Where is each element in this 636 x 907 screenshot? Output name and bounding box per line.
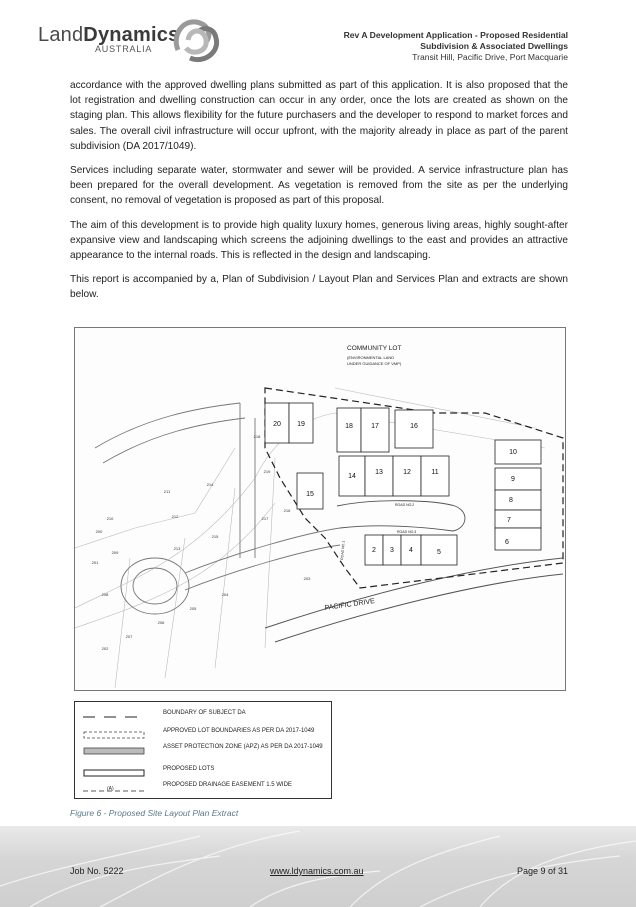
apz-symbol (83, 747, 145, 755)
existing-lot-number: 219 (263, 469, 271, 474)
road-label-pacific-drive: PACIFIC DRIVE (324, 598, 376, 612)
lot-number: 7 (507, 517, 511, 524)
existing-lot-number: 216 (283, 508, 291, 513)
existing-lot-number: 211 (163, 489, 171, 494)
lot-number: 2 (372, 547, 376, 554)
lot-number: 14 (348, 473, 356, 480)
lot-number: 12 (403, 469, 411, 476)
page-footer (0, 826, 636, 907)
company-logo-text: LandDynamics (38, 24, 180, 46)
community-lot-label: COMMUNITY LOT (347, 345, 402, 352)
community-lot-note: UNDER GUIDANCE OF VMP) (347, 361, 402, 366)
existing-lot-number: 204 (221, 592, 229, 597)
existing-lot-number: 212 (171, 514, 179, 519)
lot-number: 19 (297, 421, 305, 428)
company-logo-icon (168, 10, 226, 68)
lot-number: 5 (437, 549, 441, 556)
lot-number: 6 (505, 539, 509, 546)
paragraph: Services including separate water, stormwater and sewer will be provided. A service infrastructure plan has been prepared for the overall development. As vegetation is removed from the site as per the underlying consent, no removal of vegetation is proposed as part of this proposal. (70, 165, 568, 207)
lot-number: 8 (509, 497, 513, 504)
lot-number: 18 (345, 423, 353, 430)
legend-item: BOUNDARY OF SUBJECT DA (75, 710, 331, 724)
paragraph: The aim of this development is to provide high quality luxury homes, generous living areas, highly sought-after expansive view and landscaping which screens the adjoining dwellings to the east and provides an attractive appearance to the internal roads. This is reflected in the design and landscaping. (70, 219, 568, 262)
existing-lot-number: 207 (125, 634, 133, 639)
legend-item: ASSET PROTECTION ZONE (APZ) AS PER DA 2017-1049 (75, 744, 331, 758)
lot-number: 20 (273, 421, 281, 428)
page-number: Page 9 of 31 (516, 866, 568, 876)
existing-lot-number: 205 (189, 606, 197, 611)
site-layout-plan (74, 327, 566, 691)
dashed-boundary-symbol (83, 713, 145, 721)
existing-lot-number: 208 (101, 592, 109, 597)
proposed-lot-symbol (83, 769, 145, 777)
lot-number: 17 (371, 423, 379, 430)
job-number: Job No. 5222 (70, 866, 124, 876)
existing-lot-number: 217 (261, 516, 269, 521)
lot-number: 10 (509, 449, 517, 456)
document-title-line1: Rev A Development Application - Proposed Residential (343, 30, 568, 40)
lot-number: 3 (390, 547, 394, 554)
existing-lot-number: 201 (91, 560, 99, 565)
lot-number: 9 (511, 476, 515, 483)
lot-number: 4 (409, 547, 413, 554)
legend-item: (A) PROPOSED DRAINAGE EASEMENT 1.5 WIDE (75, 782, 331, 796)
site-plan-drawing (75, 328, 565, 690)
existing-lot-number: 209 (111, 550, 119, 555)
existing-lot-number: 215 (211, 534, 219, 539)
existing-lot-number: 203 (303, 576, 311, 581)
existing-lot-number: 218 (253, 434, 261, 439)
approved-lot-symbol (83, 731, 145, 739)
existing-lot-number: 206 (157, 620, 165, 625)
existing-lot-number: 214 (206, 482, 214, 487)
community-lot-note: (ENVIRONMENTAL LAND (347, 355, 395, 360)
document-title-line2: Subdivision & Associated Dwellings (420, 41, 568, 51)
body-text (70, 78, 568, 312)
site-address: Transit Hill, Pacific Drive, Port Macquarie (412, 52, 568, 62)
svg-text:(A): (A) (107, 786, 114, 792)
road-label: ROAD NO.2 (395, 503, 415, 507)
website-link[interactable]: www.ldynamics.com.au (270, 866, 364, 876)
road-label: ROAD NO.1 (340, 540, 346, 561)
legend-item: APPROVED LOT BOUNDARIES AS PER DA 2017-1049 (75, 728, 331, 742)
lot-number: 16 (410, 423, 418, 430)
legend-item: PROPOSED LOTS (75, 766, 331, 780)
lot-number: 11 (431, 469, 439, 476)
company-logo-subtitle: AUSTRALIA (95, 44, 153, 54)
figure-caption: Figure 6 - Proposed Site Layout Plan Extract (70, 808, 239, 818)
drainage-easement-symbol (83, 785, 145, 793)
existing-lot-number: 213 (173, 546, 181, 551)
existing-lot-number: 202 (101, 646, 109, 651)
paragraph: This report is accompanied by a, Plan of Subdivision / Layout Plan and Services Plan and extracts are shown below. (70, 274, 568, 301)
paragraph: accordance with the approved dwelling plans submitted as part of this application. It is also proposed that the lot registration and dwelling construction can occur in any order, once the lots are created as shown on the staging plan. This allows flexibility for the future purchasers and the developer to respond to market forces and sales. The overall civil infrastructure will occur upfront, with the majority already in place as part of the parent subdivision (DA 2017/1049). (70, 80, 568, 152)
lot-number: 15 (306, 491, 314, 498)
existing-lot-number: 200 (95, 529, 103, 534)
road-label: ROAD NO.3 (397, 530, 417, 534)
document-title-block (344, 30, 568, 63)
page-header (0, 0, 636, 72)
existing-lot-number: 210 (106, 516, 114, 521)
plan-legend (74, 701, 332, 799)
lot-number: 13 (375, 469, 383, 476)
